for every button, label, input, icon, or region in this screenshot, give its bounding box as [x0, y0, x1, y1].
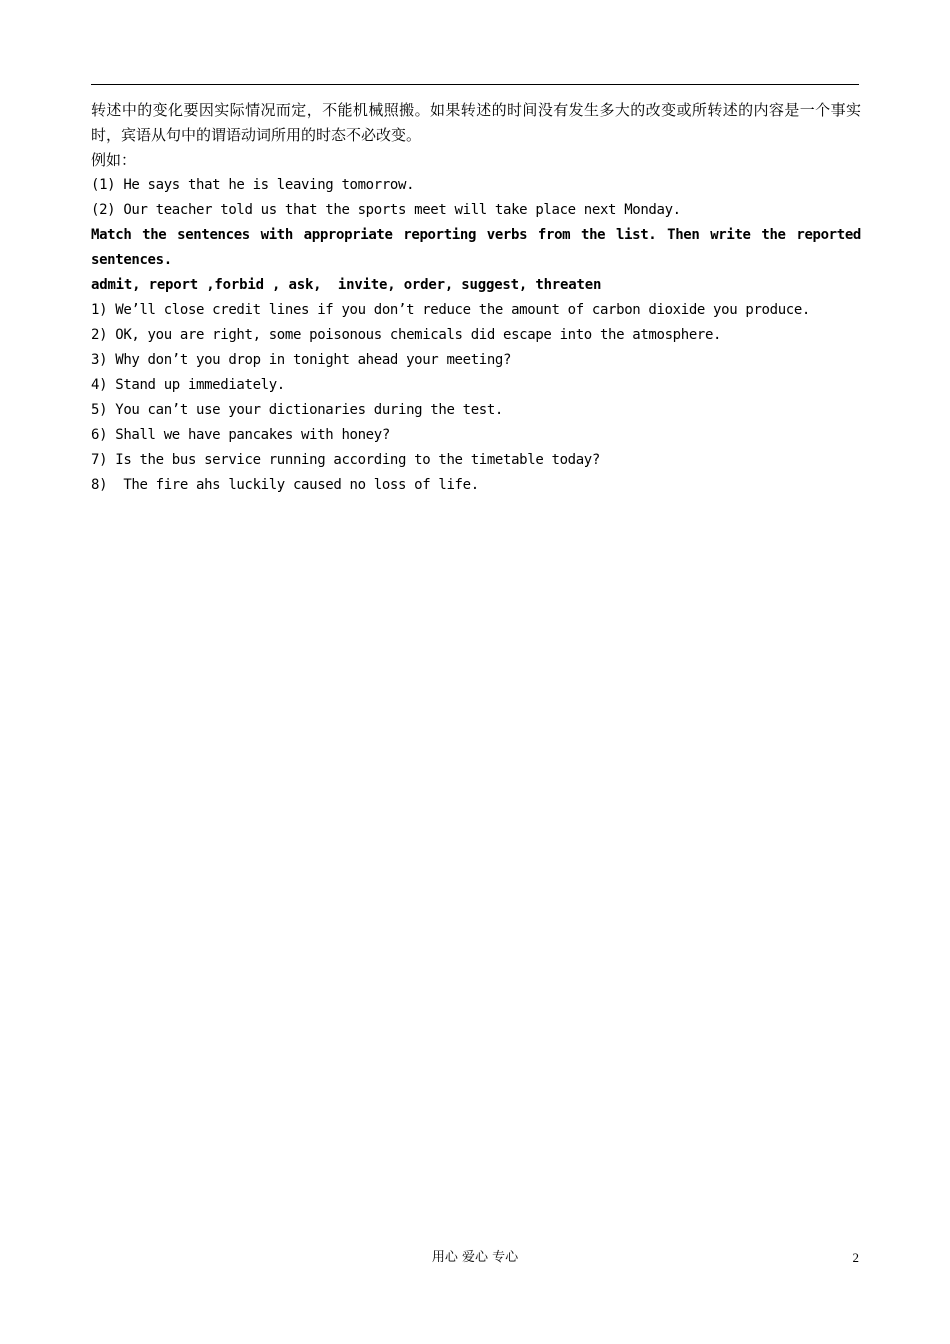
- document-body: [91, 98, 861, 498]
- footer-motto: 用心 爱心 专心: [431, 1250, 519, 1265]
- header-rule: [91, 84, 859, 85]
- exercise-sentence: 6) Shall we have pancakes with honey?: [91, 427, 390, 443]
- example-sentence: (2) Our teacher told us that the sports meet will take place next Monday.: [91, 202, 681, 218]
- exercise-sentence: 5) You can’t use your dictionaries during the test.: [91, 402, 504, 418]
- exercise-sentence: 7) Is the bus service running according to the timetable today?: [91, 452, 600, 468]
- exercise-sentence: 4) Stand up immediately.: [91, 377, 285, 393]
- reporting-verb-list: admit, report ,forbid , ask, invite, order, suggest, threaten: [91, 277, 602, 293]
- exercise-sentence: 8) The fire ahs luckily caused no loss of life.: [91, 477, 479, 493]
- example-label: 例如：: [91, 151, 137, 169]
- page-number: 2: [852, 1250, 859, 1265]
- exercise-instruction: Match the sentences with appropriate reporting verbs from the list. Then write the reported sentences.: [91, 227, 861, 268]
- example-sentence: (1) He says that he is leaving tomorrow.: [91, 177, 415, 193]
- exercise-sentence: 2) OK, you are right, some poisonous chemicals did escape into the atmosphere.: [91, 327, 722, 343]
- intro-paragraph: 转述中的变化要因实际情况而定，不能机械照搬。如果转述的时间没有发生多大的改变或所转述的内容是一个事实时，宾语从句中的谓语动词所用的时态不必改变。: [91, 101, 861, 144]
- exercise-sentence: 1) We’ll close credit lines if you don’t reduce the amount of carbon dioxide you produce.: [91, 302, 811, 318]
- exercise-sentence: 3) Why don’t you drop in tonight ahead your meeting?: [91, 352, 512, 368]
